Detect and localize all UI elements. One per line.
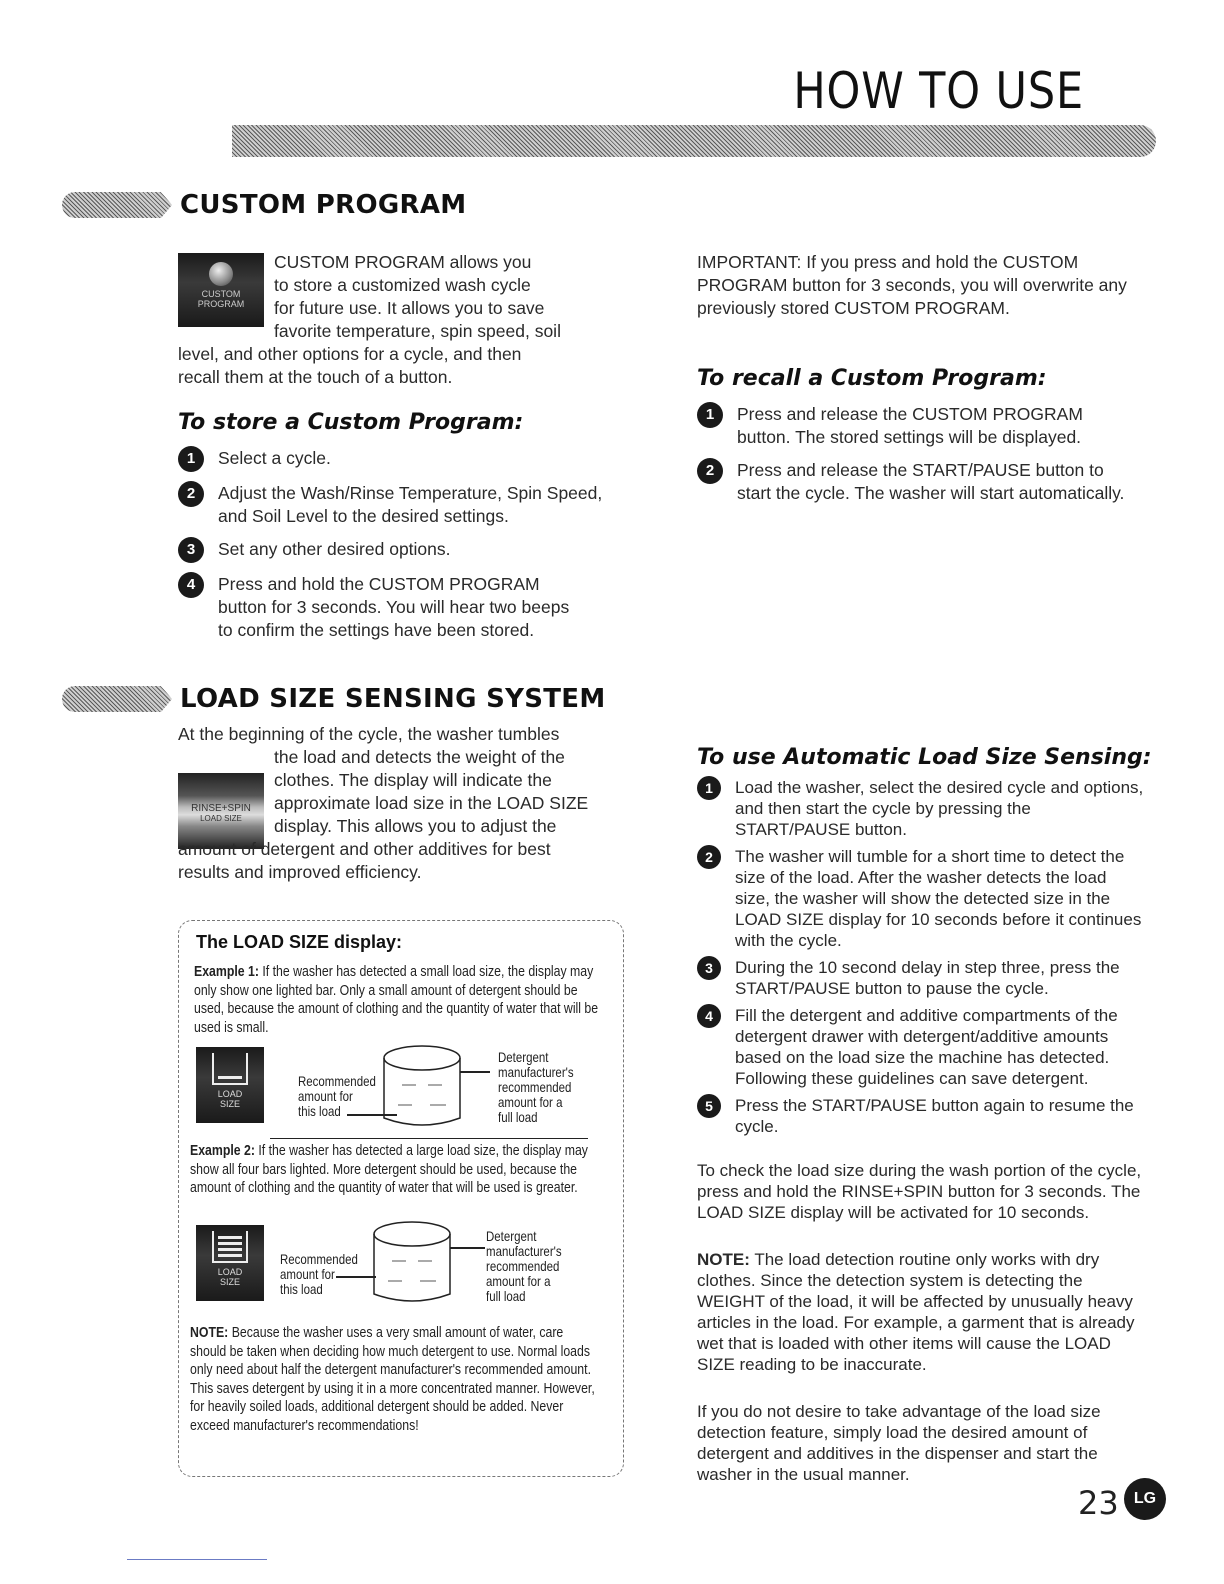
page-number: 23 — [1078, 1484, 1119, 1522]
custom-program-intro-lines-1: CUSTOM PROGRAM allows you to store a customized wash cycle for future use. It allows you to save favorite temperature, spin speed, soil — [274, 252, 561, 341]
box-note-text: NOTE: Because the washer uses a very small amount of water, care should be taken when deciding how much detergent to use. Normal loads only need about half the detergent manufacturer's recommended amount. This saves detergent by using it in a more concentrated manner. However, for heavily soiled loads, additional detergent should be added. Never exceed manufacturer's recommendations! — [190, 1324, 595, 1434]
store-custom-program-heading: To store a Custom Program: — [178, 410, 524, 435]
step-number-icon: 1 — [178, 446, 204, 472]
step-number-icon: 2 — [178, 481, 204, 507]
load-size-display-icon: LOAD SIZE — [196, 1047, 264, 1123]
diagram-right-label: Detergent manufacturer's recommended amount for a full load — [486, 1228, 562, 1304]
load-detection-note: NOTE: The load detection routine only works with dry clothes. Since the detection system is detecting the WEIGHT of the load, it will be affected by unusually heavy articles in the load. For example, a garment that is already wet that is loaded with other items will cause the LOAD SIZE reading to be inaccurate. — [697, 1250, 1135, 1374]
header-decorative-bar — [232, 125, 1156, 157]
store-steps-list — [178, 447, 630, 652]
step-number-icon: 5 — [697, 1094, 721, 1118]
list-item: 4 Press and hold the CUSTOM PROGRAM button for 3 seconds. You will hear two beeps to confirm the settings have been stored. — [178, 573, 630, 642]
custom-program-intro-lines-2: level, and other options for a cycle, and then recall them at the touch of a button. — [178, 344, 522, 387]
list-item: 2 The washer will tumble for a short time to detect the size of the load. After the washer detects the load size, the washer will show the detected size in the LOAD SIZE display for 10 seconds before it continues with the cycle. — [697, 846, 1147, 951]
lg-logo-icon: LG — [1124, 1478, 1166, 1520]
step-number-icon: 3 — [697, 956, 721, 980]
diagram-left-label: Recommended amount for this load — [280, 1251, 358, 1297]
recall-steps-list — [697, 403, 1147, 515]
step-number-icon: 1 — [697, 776, 721, 800]
step-number-icon: 2 — [697, 458, 723, 484]
check-load-size-text: To check the load size during the wash portion of the cycle, press and hold the RINSE+SPIN button for 3 seconds. The LOAD SIZE display will be activated for 10 seconds. — [697, 1161, 1142, 1222]
list-item: 1 Select a cycle. — [178, 447, 630, 472]
rinse-spin-button-icon: RINSE+SPIN LOAD SIZE — [178, 773, 264, 849]
section-marker — [62, 192, 172, 218]
load-size-display-icon: LOAD SIZE — [196, 1225, 264, 1301]
list-item: 2 Press and release the START/PAUSE button to start the cycle. The washer will start automatically. — [697, 459, 1147, 505]
step-number-icon: 4 — [178, 572, 204, 598]
step-number-icon: 1 — [697, 402, 723, 428]
list-item: 1 Load the washer, select the desired cycle and options, and then start the cycle by pressing the START/PAUSE button. — [697, 777, 1147, 840]
load-size-intro-lines-2: the load and detects the weight of the clothes. The display will indicate the approximate load size in the LOAD SIZE display. This allows you to adjust the — [274, 747, 589, 836]
auto-load-size-heading: To use Automatic Load Size Sensing: — [697, 745, 1152, 770]
custom-program-button-icon: CUSTOM PROGRAM — [178, 253, 264, 327]
step-number-icon: 2 — [697, 845, 721, 869]
box-heading: The LOAD SIZE display: — [196, 932, 403, 952]
list-item: 4 Fill the detergent and additive compartments of the detergent drawer with detergent/additive amounts based on the load size the machine has detected. Following these guidelines can save detergent. — [697, 1005, 1147, 1089]
step-number-icon: 3 — [178, 537, 204, 563]
load-size-intro-line-1: At the beginning of the cycle, the washer tumbles — [178, 724, 560, 744]
list-item: 1 Press and release the CUSTOM PROGRAM button. The stored settings will be displayed. — [697, 403, 1147, 449]
diagram-right-label: Detergent manufacturer's recommended amount for a full load — [498, 1049, 574, 1125]
divider — [270, 1138, 588, 1139]
section-title-custom-program: CUSTOM PROGRAM — [180, 190, 467, 220]
list-item: 3 During the 10 second delay in step three, press the START/PAUSE button to pause the cycle. — [697, 957, 1147, 999]
footer-rule — [127, 1559, 267, 1560]
skip-detection-text: If you do not desire to take advantage of the load size detection feature, simply load the desired amount of detergent and additives in the dispenser and start the washer in the usual manner. — [697, 1402, 1101, 1484]
detergent-cup-diagram — [370, 1216, 490, 1311]
list-item: 5 Press the START/PAUSE button again to resume the cycle. — [697, 1095, 1147, 1137]
list-item: 2 Adjust the Wash/Rinse Temperature, Spin Speed, and Soil Level to the desired settings. — [178, 482, 630, 528]
auto-steps-list — [697, 777, 1147, 1143]
example-1-text: Example 1: If the washer has detected a small load size, the display may only show one lighted bar. Only a small amount of detergent should be used, because the amount of clothing and the quantity of water that will be used is small. — [194, 963, 599, 1036]
diagram-left-label: Recommended amount for this load — [298, 1073, 376, 1119]
section-marker — [62, 686, 172, 712]
page-header-title: HOW TO USE — [793, 62, 1084, 120]
example-2-text: Example 2: If the washer has detected a large load size, the display may show all four bars lighted. More detergent should be used, because the amount of clothing and the quantity of water that will be used is greater. — [190, 1142, 588, 1196]
important-note: IMPORTANT: If you press and hold the CUSTOM PROGRAM button for 3 seconds, you will overwrite any previously stored CUSTOM PROGRAM. — [697, 252, 1127, 318]
detergent-cup-diagram — [380, 1040, 490, 1135]
section-title-load-size: LOAD SIZE SENSING SYSTEM — [180, 684, 606, 714]
diagram-pointer-line — [336, 1276, 376, 1278]
step-number-icon: 4 — [697, 1004, 721, 1028]
diagram-pointer-line — [347, 1114, 397, 1116]
recall-custom-program-heading: To recall a Custom Program: — [697, 366, 1047, 391]
list-item: 3 Set any other desired options. — [178, 538, 630, 563]
load-size-intro-lines-3: amount of detergent and other additives for best results and improved efficiency. — [178, 839, 551, 882]
